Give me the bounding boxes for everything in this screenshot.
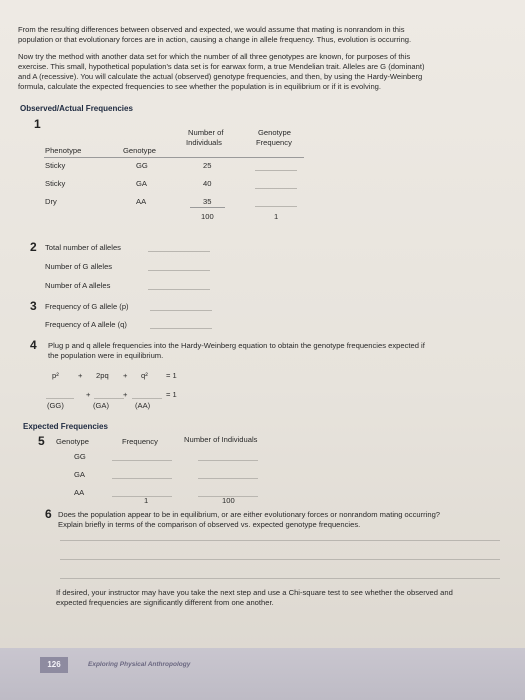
q6-text-line-2: Explain briefly in terms of the comparison of observed vs. expected genotype frequencies. (58, 520, 361, 529)
page-footer (0, 648, 525, 700)
q6-answer-line-1[interactable] (60, 540, 500, 541)
individuals-total-rule (190, 207, 225, 208)
expected-total-individuals: 100 (222, 496, 235, 505)
total-alleles-label: Total number of alleles (45, 243, 121, 252)
obs-row-1-individuals: 25 (203, 161, 212, 170)
obs-total-frequency: 1 (274, 212, 279, 221)
book-title: Exploring Physical Anthropology (88, 661, 191, 668)
hw-plus-3: + (86, 390, 91, 399)
obs-row-2-frequency-blank[interactable] (255, 188, 297, 189)
expected-ga-frequency-blank[interactable] (112, 478, 172, 479)
expected-header-individuals: Number of Individuals (184, 435, 258, 444)
instructions-line-1: Now try the method with another data set for which the number of all three genotypes are known, for purposes of this (18, 52, 411, 61)
hw-equals-2: = 1 (166, 390, 177, 399)
closing-line-2: expected frequencies are significantly different from one another. (56, 598, 274, 607)
expected-row-aa: AA (74, 488, 85, 497)
expected-gg-individuals-blank[interactable] (198, 460, 258, 461)
header-frequency-1: Genotype (258, 128, 291, 137)
question-1-number: 1 (34, 117, 41, 131)
question-5-number: 5 (38, 434, 45, 448)
obs-row-2-individuals: 40 (203, 179, 212, 188)
intro-line-2: population or that evolutionary forces are in action, causing a change in allele frequency. Thus, evolution is occurring. (18, 35, 412, 44)
instructions-line-2: exercise. This small, hypothetical population's data set is for earwax form, a true Mendelian trait. Alleles are G (dominant) (18, 62, 425, 71)
hw-plus-2: + (123, 371, 128, 380)
hw-gg-blank[interactable] (46, 398, 74, 399)
closing-line-1: If desired, your instructor may have you take the next step and use a Chi-square test to see whether the observed and (56, 588, 453, 597)
obs-row-3-phenotype: Dry (45, 197, 57, 206)
obs-row-2-phenotype: Sticky (45, 179, 66, 188)
a-alleles-label: Number of A alleles (45, 281, 111, 290)
a-alleles-blank[interactable] (148, 289, 210, 290)
q6-answer-line-2[interactable] (60, 559, 500, 560)
header-individuals-1: Number of (188, 128, 224, 137)
expected-total-frequency: 1 (144, 496, 149, 505)
total-alleles-blank[interactable] (148, 251, 210, 252)
instructions-line-3: and A (recessive). You will calculate the actual (observed) genotype frequencies, and then, by using the Hardy-Weinberg (18, 72, 423, 81)
table-header-rule (44, 157, 304, 158)
instructions-line-4: formula, calculate the expected frequencies to see whether the population is in equilibrium or if it is evolving. (18, 82, 382, 91)
obs-row-3-frequency-blank[interactable] (255, 206, 297, 207)
hw-plus-4: + (123, 390, 128, 399)
question-4-number: 4 (30, 338, 37, 352)
header-frequency-2: Frequency (256, 138, 292, 147)
hw-plus-1: + (78, 371, 83, 380)
g-alleles-label: Number of G alleles (45, 262, 113, 271)
obs-row-2-genotype: GA (136, 179, 147, 188)
hw-ga-blank[interactable] (94, 398, 124, 399)
q4-text-line-1: Plug p and q allele frequencies into the Hardy-Weinberg equation to obtain the genotype frequencies expected if (48, 341, 425, 350)
hw-aa-label: (AA) (135, 401, 151, 410)
expected-heading: Expected Frequencies (23, 422, 108, 431)
intro-line-1: From the resulting differences between observed and expected, we would assume that mating is nonrandom in this (18, 25, 405, 34)
hw-gg-label: (GG) (47, 401, 64, 410)
g-frequency-label: Frequency of G allele (p) (45, 302, 129, 311)
q6-answer-line-3[interactable] (60, 578, 500, 579)
page-number: 126 (40, 657, 68, 673)
expected-header-frequency: Frequency (122, 437, 158, 446)
hw-aa-blank[interactable] (132, 398, 162, 399)
obs-row-3-genotype: AA (136, 197, 147, 206)
q4-text-line-2: the population were in equilibrium. (48, 351, 164, 360)
expected-gg-frequency-blank[interactable] (112, 460, 172, 461)
hw-equals-1: = 1 (166, 371, 177, 380)
expected-aa-frequency-blank[interactable] (112, 496, 172, 497)
hw-q-squared: q² (141, 371, 148, 380)
observed-heading: Observed/Actual Frequencies (20, 104, 133, 113)
hw-2pq: 2pq (96, 371, 109, 380)
a-frequency-label: Frequency of A allele (q) (45, 320, 127, 329)
obs-row-1-frequency-blank[interactable] (255, 170, 297, 171)
expected-row-gg: GG (74, 452, 86, 461)
header-genotype: Genotype (123, 146, 156, 155)
question-6-number: 6 (45, 507, 52, 521)
hw-p-squared: p² (52, 371, 59, 380)
hw-ga-label: (GA) (93, 401, 110, 410)
expected-header-genotype: Genotype (56, 437, 89, 446)
header-phenotype: Phenotype (45, 146, 82, 155)
obs-row-1-genotype: GG (136, 161, 148, 170)
g-alleles-blank[interactable] (148, 270, 210, 271)
header-individuals-2: Individuals (186, 138, 222, 147)
g-frequency-blank[interactable] (150, 310, 212, 311)
question-2-number: 2 (30, 240, 37, 254)
expected-row-ga: GA (74, 470, 85, 479)
question-3-number: 3 (30, 299, 37, 313)
q6-text-line-1: Does the population appear to be in equilibrium, or are either evolutionary forces or nonrandom mating occurring? (58, 510, 441, 519)
obs-row-1-phenotype: Sticky (45, 161, 66, 170)
a-frequency-blank[interactable] (150, 328, 212, 329)
obs-total-individuals: 100 (201, 212, 214, 221)
expected-ga-individuals-blank[interactable] (198, 478, 258, 479)
obs-row-3-individuals: 35 (203, 197, 212, 206)
